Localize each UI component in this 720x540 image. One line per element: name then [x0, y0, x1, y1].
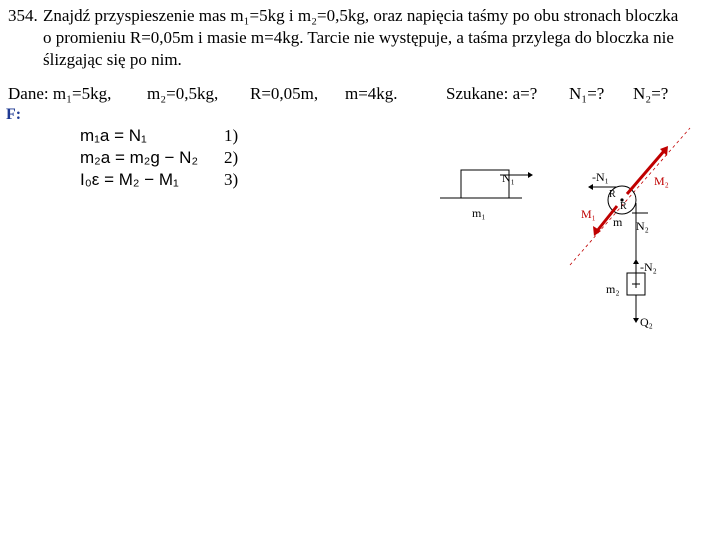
given-r: R=0,05m, — [250, 84, 319, 103]
label-n2: N₂ — [636, 219, 649, 233]
label-m1: m₁ — [472, 206, 486, 220]
given-m: m=4kg. — [345, 84, 398, 103]
label-moment-m2: M₂ — [654, 174, 669, 188]
problem-number: 354. — [8, 6, 38, 25]
label-neg-n2: -N₂ — [640, 260, 657, 274]
equation-1-number: 1) — [224, 126, 239, 145]
problem-text-line-2: o promieniu R=0,05m i masie m=4kg. Tarcie nie występuje, a taśma przylega do bloczka nie — [43, 28, 674, 47]
given-szukane: Szukane: a=? — [446, 84, 538, 103]
equation-1: m₁a = N₁ — [80, 126, 147, 145]
label-pulley-mass: m — [613, 215, 623, 229]
arrow-q2-head — [633, 318, 639, 323]
f-label: F: — [6, 106, 22, 123]
arrow-neg-n2-head — [633, 259, 639, 264]
arrow-n1-head — [528, 172, 533, 178]
equation-2-number: 2) — [224, 148, 239, 167]
given-n2: N₂=? — [633, 84, 669, 103]
label-r2: R — [620, 201, 627, 212]
label-moment-m1: M₁ — [581, 207, 596, 221]
given-n1: N₁=? — [569, 84, 605, 103]
problem-text-line-1: Znajdź przyspieszenie mas m₁=5kg i m₂=0,5kg, oraz napięcia taśmy po obu stronach bloczka — [43, 6, 679, 25]
label-neg-n1: -N₁ — [592, 170, 609, 184]
given-m2: m₂=0,5kg, — [147, 84, 219, 103]
label-q2: Q₂ — [640, 315, 653, 329]
given-dane: Dane: m₁=5kg, — [8, 84, 112, 103]
pulley-axis-dashed — [570, 128, 690, 265]
label-m2: m₂ — [606, 282, 620, 296]
label-n1: N₁ — [502, 171, 515, 185]
equation-3: I₀ε = M₂ − M₁ — [80, 170, 179, 189]
equation-2: m₂a = m₂g − N₂ — [80, 148, 199, 167]
equation-3-number: 3) — [224, 170, 239, 189]
label-r1: R — [609, 189, 616, 200]
problem-text-line-3: ślizgając się po nim. — [43, 50, 182, 69]
